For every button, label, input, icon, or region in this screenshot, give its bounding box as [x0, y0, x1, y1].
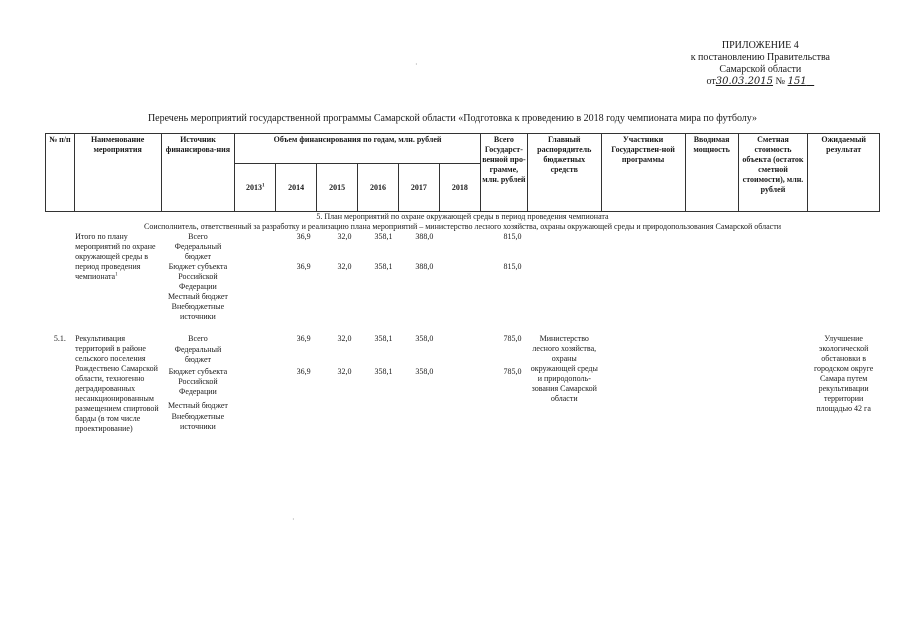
appendix-line-3: Самарской области	[719, 64, 802, 75]
header-name: Наименование мероприятия	[74, 134, 161, 212]
item-all-2017: 358,0	[415, 334, 434, 343]
table-row-total-1	[46, 232, 880, 242]
header-result: Ожидаемый результат	[808, 134, 880, 212]
header-year-2014: 2014	[276, 164, 317, 212]
item-source-all: Всего	[188, 334, 208, 343]
item-name: Рекультивация территорий в районе сельского поселения Рождествено Самарской области, техногенно деградированных несанкционированным размещением спиртовой барды (в том числе проектирование)	[75, 334, 159, 433]
number-value: 151	[787, 76, 807, 87]
total-all-sum: 815,0	[503, 232, 522, 241]
total-all-2016: 358,1	[374, 232, 393, 241]
appendix-line-2: к постановлению Правительства	[690, 52, 830, 63]
total-source-all: Всего	[188, 232, 208, 241]
header-participants: Участники Государствен-ной программы	[601, 134, 685, 212]
total-source-federal: Федеральный бюджет	[174, 242, 222, 261]
header-year-2017: 2017	[398, 164, 439, 212]
number-prefix: №	[775, 76, 786, 87]
scan-speck: ·	[292, 515, 295, 524]
table-row-total-5	[46, 302, 880, 322]
total-reg-sum: 815,0	[503, 262, 522, 271]
header-volume: Объем финансирования по годам, млн. рублей	[235, 134, 481, 164]
appendix-date-line	[691, 76, 830, 88]
section-title: 5. План мероприятий по охране окружающей среды в период проведения чемпионата	[316, 212, 609, 221]
table-row-total-2	[46, 242, 880, 262]
total-source-regional: Бюджет субъекта Российской Федерации	[168, 262, 228, 291]
total-row-name: Итого по плану мероприятий по охране окружающей среды в период проведения чемпионата$^1$	[75, 232, 156, 281]
item-source-extra: Внебюджетные источники	[171, 411, 225, 431]
table-row-total-3	[46, 262, 880, 292]
header-year-2013: 2013$^1$	[235, 164, 276, 212]
header-row-1	[46, 134, 880, 164]
total-reg-2015: 32,0	[337, 262, 352, 271]
total-all-2017: 388,0	[415, 232, 434, 241]
header-capacity: Вводимая мощность	[685, 134, 738, 212]
item-source-federal: Федеральный бюджет	[174, 345, 222, 365]
item-all-2016: 358,1	[374, 334, 393, 343]
item-manager: Министерство лесного хозяйства, охраны окружающей среды и природополь-зования Самарской области	[530, 334, 598, 403]
item-result: Улучшение экологической обстановки в городском округе Самара путем рекультивации территории площадью 42 га	[813, 334, 874, 413]
header-num: № п/п	[46, 134, 75, 212]
appendix-block	[691, 40, 830, 88]
header-year-2015: 2015	[317, 164, 358, 212]
table-row-item-1	[46, 334, 880, 345]
scan-speck: ·	[415, 60, 418, 69]
section-title-row	[46, 212, 880, 223]
total-source-local: Местный бюджет	[167, 292, 228, 301]
total-reg-2014: 36,9	[296, 262, 311, 271]
item-all-2014: 36,9	[296, 334, 311, 343]
item-all-sum: 785,0	[503, 334, 522, 343]
item-reg-2016: 358,1	[374, 367, 393, 377]
item-all-2015: 32,0	[337, 334, 352, 343]
header-source: Источник финансирова-ния	[161, 134, 235, 212]
total-reg-2017: 388,0	[415, 262, 434, 271]
item-source-regional: Бюджет субъекта Российской Федерации	[168, 367, 228, 397]
total-all-2014: 36,9	[296, 232, 311, 241]
total-all-2015: 32,0	[337, 232, 352, 241]
table-row-spacer	[46, 322, 880, 334]
header-total: Всего Государст-венной про-грамме, млн. рублей	[480, 134, 527, 212]
item-reg-sum: 785,0	[503, 367, 522, 377]
table-row-total-4	[46, 292, 880, 302]
header-manager: Главный распорядитель бюджетных средств	[527, 134, 601, 212]
appendix-title: ПРИЛОЖЕНИЕ 4	[721, 40, 799, 51]
item-num: 5.1.	[53, 334, 66, 343]
date-value: 30.03.2015	[715, 76, 774, 87]
item-source-local: Местный бюджет	[167, 400, 228, 410]
header-year-2018: 2018	[439, 164, 480, 212]
section-responsible-row	[46, 222, 880, 232]
header-estimate: Сметная стоимость объекта (остаток сметной стоимости), млн. рублей	[738, 134, 808, 212]
document-title: Перечень мероприятий государственной программы Самарской области «Подготовка к проведению в 2018 году чемпионата мира по футболу»	[147, 113, 758, 124]
header-year-2016: 2016	[358, 164, 399, 212]
measures-table	[45, 133, 880, 434]
section-responsible: Соисполнитель, ответственный за разработку и реализацию плана мероприятий – министерство лесного хозяйства, охраны окружающей среды и природопользования Самарской области	[143, 222, 781, 231]
date-prefix: от	[706, 76, 716, 87]
total-source-extra: Внебюджетные источники	[171, 302, 225, 321]
item-reg-2014: 36,9	[296, 367, 311, 377]
total-reg-2016: 358,1	[374, 262, 393, 271]
item-reg-2015: 32,0	[337, 367, 352, 377]
item-reg-2017: 358,0	[415, 367, 434, 377]
